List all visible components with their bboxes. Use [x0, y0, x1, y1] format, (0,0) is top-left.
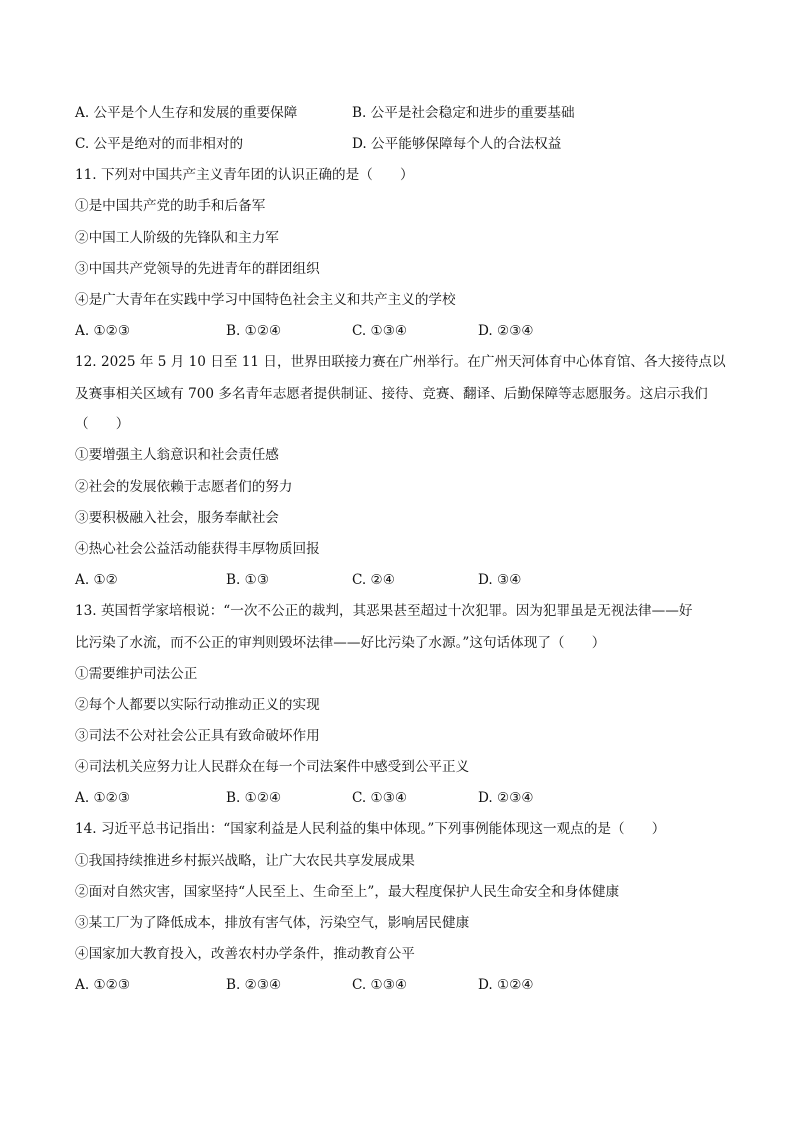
- q11-item-4: ④是广大青年在实践中学习中国特色社会主义和共产主义的学校: [75, 292, 456, 308]
- q10-options-row-1: [75, 104, 725, 122]
- q11-option-b[interactable]: B. ①②④: [226, 323, 282, 339]
- q11-option-d[interactable]: D. ②③④: [478, 323, 534, 339]
- q14-option-d[interactable]: D. ①②④: [478, 977, 534, 993]
- q12-option-b[interactable]: B. ①③: [226, 572, 270, 588]
- q14-options: [75, 976, 725, 994]
- q14-stem: 14. 习近平总书记指出：“国家利益是人民利益的集中体现。”下列事例能体现这一观点的是（ ）: [75, 821, 666, 837]
- q11-options: [75, 322, 725, 340]
- q13-option-a[interactable]: A. ①②③: [75, 790, 131, 806]
- q11-option-a[interactable]: A. ①②③: [75, 323, 131, 339]
- q14-item-2: ②面对自然灾害，国家坚持“人民至上、生命至上”，最大程度保护人民生命安全和身体健康: [75, 884, 620, 900]
- q11-item-1: ①是中国共产党的助手和后备军: [75, 198, 266, 214]
- q12-item-4: ④热心社会公益活动能获得丰厚物质回报: [75, 541, 320, 557]
- q12-item-2: ②社会的发展依赖于志愿者们的努力: [75, 479, 293, 495]
- q10-option-a[interactable]: A. 公平是个人生存和发展的重要保障: [75, 105, 298, 121]
- q13-item-3: ③司法不公对社会公正具有致命破坏作用: [75, 728, 320, 744]
- q13-option-d[interactable]: D. ②③④: [478, 790, 534, 806]
- q12-item-3: ③要积极融入社会，服务奉献社会: [75, 510, 279, 526]
- q14-option-b[interactable]: B. ②③④: [226, 977, 282, 993]
- q14-item-3: ③某工厂为了降低成本，排放有害气体，污染空气，影响居民健康: [75, 915, 470, 931]
- q13-item-4: ④司法机关应努力让人民群众在每一个司法案件中感受到公平正义: [75, 759, 470, 775]
- q10-option-b[interactable]: B. 公平是社会稳定和进步的重要基础: [352, 105, 575, 121]
- q10-option-d[interactable]: D. 公平能够保障每个人的合法权益: [352, 136, 562, 152]
- q10-options-row-2: [75, 135, 725, 153]
- q12-stem-line-3: （ ）: [75, 416, 130, 432]
- q12-option-d[interactable]: D. ③④: [478, 572, 522, 588]
- q14-option-a[interactable]: A. ①②③: [75, 977, 131, 993]
- q13-options: [75, 789, 725, 807]
- q12-option-a[interactable]: A. ①②: [75, 572, 118, 588]
- q12-stem-line-1: 12. 2025 年 5 月 10 日至 11 日，世界田联接力赛在广州举行。在广州天河体育中心体育馆、各大接待点以: [75, 354, 726, 370]
- q10-option-c[interactable]: C. 公平是绝对的而非相对的: [75, 136, 244, 152]
- q14-item-1: ①我国持续推进乡村振兴战略，让广大农民共享发展成果: [75, 853, 415, 869]
- q13-option-b[interactable]: B. ①②④: [226, 790, 282, 806]
- q12-item-1: ①要增强主人翁意识和社会责任感: [75, 447, 279, 463]
- q11-item-2: ②中国工人阶级的先锋队和主力军: [75, 230, 279, 246]
- q13-stem-line-1: 13. 英国哲学家培根说：“一次不公正的裁判，其恶果甚至超过十次犯罪。因为犯罪虽是无视法律——好: [75, 603, 693, 619]
- q13-item-1: ①需要维护司法公正: [75, 666, 198, 682]
- q11-item-3: ③中国共产党领导的先进青年的群团组织: [75, 261, 320, 277]
- q14-item-4: ④国家加大教育投入，改善农村办学条件，推动教育公平: [75, 946, 415, 962]
- q13-stem-line-2: 比污染了水流，而不公正的审判则毁坏法律——好比污染了水源。”这句话体现了（ ）: [75, 635, 606, 651]
- q12-stem-line-2: 及赛事相关区域有 700 多名青年志愿者提供制证、接待、竞赛、翻译、后勤保障等志愿服务。这启示我们: [75, 386, 708, 402]
- q13-item-2: ②每个人都要以实际行动推动正义的实现: [75, 697, 320, 713]
- q13-option-c[interactable]: C. ①③④: [352, 790, 408, 806]
- q14-option-c[interactable]: C. ①③④: [352, 977, 408, 993]
- q11-stem: 11. 下列对中国共产主义青年团的认识正确的是（ ）: [75, 167, 414, 183]
- q12-option-c[interactable]: C. ②④: [352, 572, 395, 588]
- q11-option-c[interactable]: C. ①③④: [352, 323, 408, 339]
- q12-options: [75, 571, 725, 589]
